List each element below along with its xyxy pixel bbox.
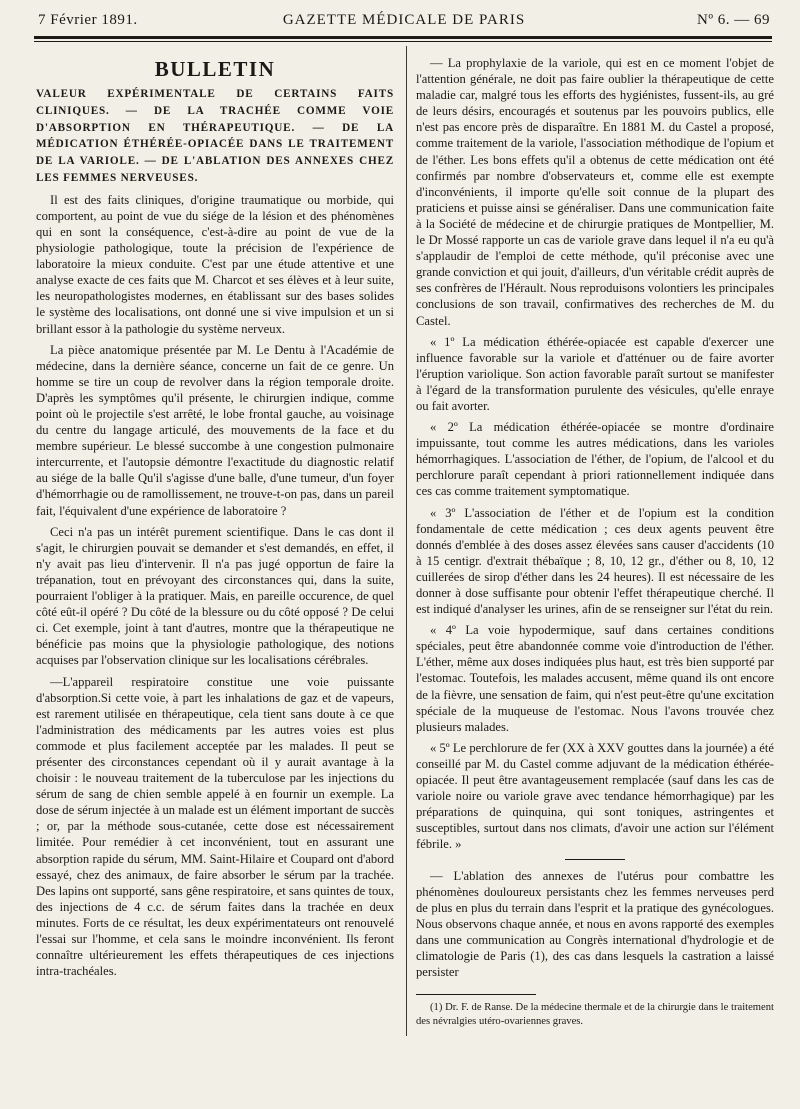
issue-date: 7 Février 1891. — [38, 12, 138, 28]
footnote-rule — [416, 994, 536, 995]
paragraph: — La prophylaxie de la variole, qui est en ce moment l'objet de l'attention générale, ne doit pas faire oublier la thérapeutique de cette maladie car, malgré tous les efforts des hygiénistes, fussent-ils, au gré de leurs désirs, encouragés et soutenus par les pouvoirs publics, elle n'est pas encore près de disparaître. En 1881 M. du Castel a proposé, comme traitement de la variole, l'association méthodique de l'opium et de l'éther. Les bons effets qu'il a obtenus de cette médication ont été confirmés par nombre d'observateurs et, comme elle est exempte d'inconvénients, il importe qu'elle soit connue de la plupart des praticiens et puisse ainsi se généraliser. Dans une communication faite à la Société de médecine et de chirurgie pratiques de Montpellier, M. le Dr Mossé rapporte un cas de variole grave dans lequel il n'a eu qu'à s'applaudir de l'emploi de cette méthode, qu'il préconise avec une grande conviction et qui jouit, d'ailleurs, d'un véritable crédit auprès de ses confrères de l'Hérault. Nous reproduisons volontiers les principales conclusions de son travail, confirmatives des recherches de M. du Castel. — [416, 56, 774, 328]
paragraph: Il est des faits cliniques, d'origine traumatique ou morbide, qui comportent, au point de vue du siége de la lésion et des phénomènes qui en sont la conséquence, c'est-à-dire au point de vue de la physiologie pathologique, toute la précision de l'expérience de laboratoire la mieux conduite. C'est par une étude attentive et une analyse exacte de ces faits que M. Charcot et ses élèves et à leur suite, les neuropathologistes modernes, en établissant sur des bases solides le système des localisations, ont donné une si vive impulsion et un si brillant essor à la pathologie du système nerveux. — [36, 192, 394, 336]
paragraph: —L'appareil respiratoire constitue une voie puissante d'absorption.Si cette voie, à part les inhalations de gaz et de vapeurs, est rarement utilisée en thérapeutique, cela tient sans doute à ce que l'administration des médicaments par les autres voies est plus commode et plus facilement acceptée par les malades. Il peut se présenter des circonstances cependant où il y aurait avantage à la choisir : le nouveau traitement de la tuberculose par les injections du sérum de sang de chien semble appelé à en fournir un exemple. La dose de sérum injectée à un malade est un élément important de succès ; or, par la méthode sous-cutanée, cette dose est nécessairement limitée. Pour remédier à cet inconvénient, tout en assurant une absorption rapide du sérum, MM. Saint-Hilaire et Coupard ont d'abord essayé, chez des animaux, de faire absorber le sérum par la trachée. Des lapins ont supporté, sans gêne respiratoire, et sans quintes de toux, des injections de 4 c.c. de sérum faites dans la trachée en deux minutes. Forts de ce résultat, les deux expérimentateurs ont renouvelé l'essai sur l'homme, et cela sans le moindre inconvénient. Ils feront connaître ultérieurement les effets thérapeutiques de ces injections intra-trachéales. — [36, 674, 394, 979]
footnote: (1) Dr. F. de Ranse. De la médecine thermale et de la chirurgie dans le traitement des névralgies utéro-ovariennes graves. — [416, 1002, 774, 1027]
section-divider — [565, 859, 625, 860]
page-number: Nº 6. — 69 — [697, 12, 770, 28]
running-header — [38, 10, 770, 32]
paragraph: Ceci n'a pas un intérêt purement scientifique. Dans le cas dont il s'agit, le chirurgien pouvait se demander et s'est demandés, en effet, il n'y avait pas lieu d'intervenir. Il n'a pas jugé opportun de faire la trépanation, tout en prévoyant des circonstances qui, dans la suite, pourraient l'obliger à la pratiquer. Mais, en pareille occurence, de quel côté eût-il opéré ? Du côté de la blessure ou du côté opposé ? De celui ci. Cet exemple, joint à tant d'autres, montre que la thérapeutique ne bénéficie pas moins que la physiologie pathologique, des notions acquises par l'observation clinique sur les localisations cérébrales. — [36, 524, 394, 668]
header-rule-thin — [34, 41, 772, 42]
conclusion-item: « 3º L'association de l'éther et de l'opium est la condition fondamentale de cette médication ; ces deux agents peuvent être donnés d'emblée à des doses assez élevées sans causer d'accidents (10 à 15 centigr. d'extrait thébaïque ; 8, 10, 12 gr., d'éther ou 8, 10, 12 cuillerées de sirop d'éther dans les 24 heures). Il est nécessaire de les donner à dose suffisante pour obtenir l'effet thérapeutique cherché. Il est indiqué d'analyser les urines, afin de se renseigner sur l'état du rein. — [416, 505, 774, 617]
paragraph: La pièce anatomique présentée par M. Le Dentu à l'Académie de médecine, dans la dernière séance, concerne un fait de ce genre. Un homme se tire un coup de revolver dans la région temporale droite. D'après les symptômes qu'il présente, le chirurgien indique, comme point où le projectile s'est arrêté, le lobe frontal gauche, au voisinage du centre du langage articulé, des mouvements de la face et du membre supérieur. Le blessé succombe à une congestion pulmonaire intercurrente, et l'autopsie démontre l'exactitude du diagnostic relatif au siége de la balle Qu'il s'agisse d'une balle, d'une tumeur, d'un foyer d'hémorrhagie ou de ramollissement, ne trouve-t-on pas, dans un pareil fait, l'équivalent d'une expérience de laboratoire ? — [36, 342, 394, 518]
header-rule-thick — [34, 36, 772, 39]
column-separator — [406, 46, 407, 1036]
paragraph: — L'ablation des annexes de l'utérus pour combattre les phénomènes douloureux persistants chez les femmes nerveuses perd de plus en plus du terrain dans l'esprit et la pratique des gynécologues. Nous observons chaque année, et nous en avons rapporté des exemples dans une communication au Congrès international d'hydrologie et de climatologie de Paris (1), des cas dans lesquels la castration a laissé persister — [416, 868, 774, 980]
bulletin-subtitle: VALEUR EXPÉRIMENTALE DE CERTAINS FAITS CLINIQUES. — DE LA TRACHÉE COMME VOIE D'ABSORPTION EN THÉRAPEUTIQUE. — DE LA MÉDICATION ÉTHÉRÉE-OPIACÉE DANS LE TRAITEMENT DE LA VARIOLE. — DE L'ABLATION DES ANNEXES CHEZ LES FEMMES NERVEUSES. — [36, 88, 394, 184]
left-column — [36, 58, 394, 984]
conclusion-item: « 2º La médication éthérée-opiacée se montre d'ordinaire impuissante, tout comme les autres médications, dans les varioles hémorrhagiques. L'association de l'éther, de l'opium, de l'alcool et du perchlorure paraît cependant à priori rationnellement indiquée dans ces cas comme traitement symptomatique. — [416, 420, 774, 499]
conclusion-item: « 1º La médication éthérée-opiacée est capable d'exercer une influence favorable sur la variole et d'atténuer ou de faire avorter l'éruption variolique. Son action favorable paraît surtout se manifester à l'égard de la transformation purulente des vésicules, qu'elle enraye ou fait avorter. — [416, 334, 774, 413]
conclusion-item: « 4º La voie hypodermique, sauf dans certaines conditions spéciales, peut être abandonnée comme voie d'introduction de l'éther. L'éther, même aux doses indiquées plus haut, est très bien supporté par l'estomac. Toutefois, les malades accusent, même quand ils ont encore de la fièvre, une sensation de faim, qui n'est peut-être qu'une excitation spéciale de la muqueuse de l'estomac. Nous l'avons trouvée chez plusieurs malades. — [416, 623, 774, 734]
right-column — [416, 55, 774, 985]
journal-title: GAZETTE MÉDICALE DE PARIS — [282, 12, 526, 28]
bulletin-title: BULLETIN — [154, 57, 276, 81]
conclusion-item: « 5º Le perchlorure de fer (XX à XXV gouttes dans la journée) a été conseillé par M. du Castel comme adjuvant de la médication éthérée-opiacée. Il peut être avantageusement remplacée (sauf dans les cas de variole noire ou variole grave avec tendance hémorrhagique) par les préparations de quinquina, qui sont toniques, astringentes et susceptibles, surtout dans nos climats, d'avoir une action sur l'élément fébrile. » — [416, 740, 774, 852]
